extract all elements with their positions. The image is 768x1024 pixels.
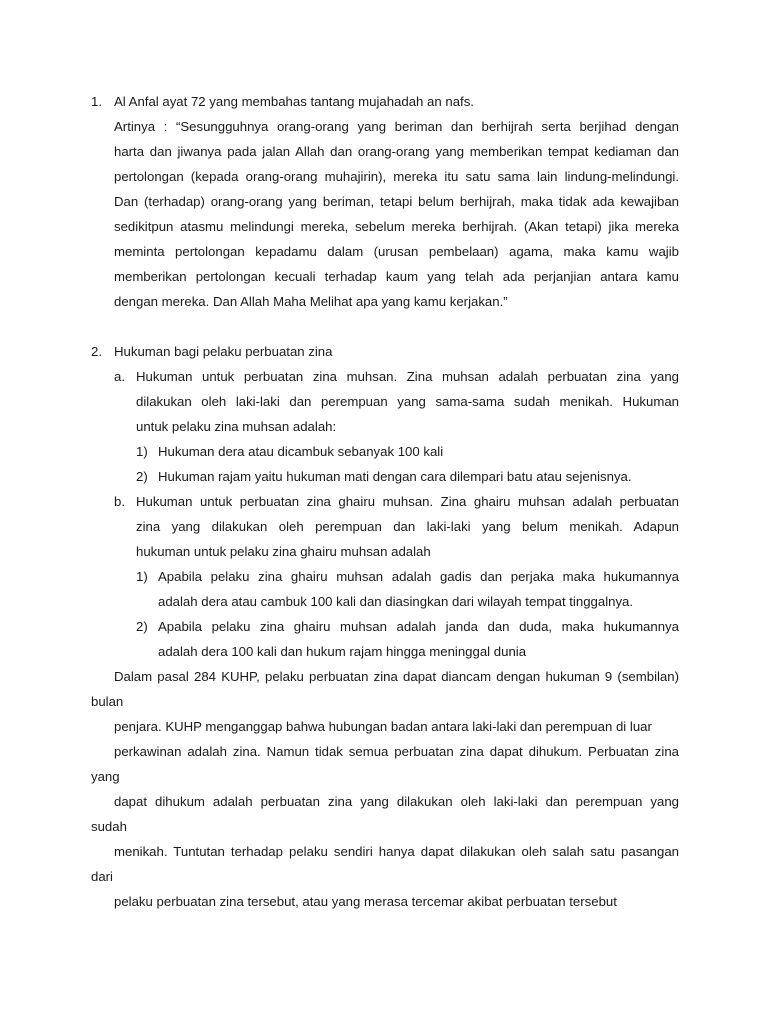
item2-b-line: Hukuman untuk perbuatan zina ghairu muhsan. Zina ghairu muhsan adalah perbuatan (136, 494, 679, 509)
kuhp-line: Dalam pasal 284 KUHP, pelaku perbuatan zina dapat diancam dengan hukuman 9 (sembilan) (114, 669, 679, 684)
item1-line: pertolongan (kepada orang-orang muhajirin), mereka itu satu sama lain lindung-melindungi. (114, 169, 679, 184)
item1-line: Artinya : “Sesungguhnya orang-orang yang beriman dan berhijrah serta berjihad dengan (114, 119, 679, 134)
item1-line: memberikan pertolongan kecuali terhadap kaum yang telah ada perjanjian antara kamu (114, 269, 679, 284)
item2-b-sub2-number: 2) (136, 619, 148, 634)
item2-a-line: untuk pelaku zina muhsan adalah: (136, 419, 337, 434)
item1-line: dengan mereka. Dan Allah Maha Melihat apa yang kamu kerjakan.” (114, 294, 508, 309)
item2-b-sub1-line: Apabila pelaku zina ghairu muhsan adalah gadis dan perjaka maka hukumannya (158, 569, 679, 584)
kuhp-line: sudah (91, 819, 127, 834)
item2-a-label: a. (114, 369, 125, 384)
kuhp-line: pelaku perbuatan zina tersebut, atau yang merasa tercemar akibat perbuatan tersebut (114, 894, 617, 909)
item1-title: Al Anfal ayat 72 yang membahas tantang mujahadah an nafs. (114, 94, 474, 109)
kuhp-line: penjara. KUHP menganggap bahwa hubungan badan antara laki-laki dan perempuan di luar (114, 719, 652, 734)
item1-line: harta dan jiwanya pada jalan Allah dan orang-orang yang memberikan tempat kediaman dan (114, 144, 679, 159)
item2-b-sub1-number: 1) (136, 569, 148, 584)
item2-title: Hukuman bagi pelaku perbuatan zina (114, 344, 333, 359)
kuhp-line: yang (91, 769, 120, 784)
item1-line: sedikitpun atasmu melindungi mereka, sebelum mereka berhijrah. (Akan tetapi) jika mereka (114, 219, 679, 234)
item1-line: meminta pertolongan kepadamu dalam (urusan pembelaan) agama, maka kamu wajib (114, 244, 679, 259)
kuhp-line: perkawinan adalah zina. Namun tidak semua perbuatan zina dapat dihukum. Perbuatan zina (114, 744, 679, 759)
item2-b-label: b. (114, 494, 125, 509)
kuhp-line: dapat dihukum adalah perbuatan zina yang dilakukan oleh laki-laki dan perempuan yang (114, 794, 679, 809)
kuhp-line: bulan (91, 694, 124, 709)
item2-b-line: hukuman untuk pelaku zina ghairu muhsan adalah (136, 544, 431, 559)
kuhp-line: dari (91, 869, 113, 884)
item2-a-line: Hukuman untuk perbuatan zina muhsan. Zina muhsan adalah perbuatan zina yang (136, 369, 679, 384)
item2-a-line: dilakukan oleh laki-laki dan perempuan yang sama-sama sudah menikah. Hukuman (136, 394, 679, 409)
item2-a-sub2-text: Hukuman rajam yaitu hukuman mati dengan cara dilempari batu atau sejenisnya. (158, 469, 632, 484)
item2-b-sub1-line: adalah dera atau cambuk 100 kali dan diasingkan dari wilayah tempat tinggalnya. (158, 594, 634, 609)
kuhp-line: menikah. Tuntutan terhadap pelaku sendiri hanya dapat dilakukan oleh salah satu pasangan (114, 844, 679, 859)
item2-b-line: zina yang dilakukan oleh perempuan dan laki-laki yang belum menikah. Adapun (136, 519, 679, 534)
item2-a-sub2-number: 2) (136, 469, 148, 484)
item2-a-sub1-number: 1) (136, 444, 148, 459)
item1-line: Dan (terhadap) orang-orang yang beriman, tetapi belum berhijrah, maka tidak ada kewajiban (114, 194, 679, 209)
item2-number: 2. (91, 344, 102, 359)
item2-b-sub2-line: Apabila pelaku zina ghairu muhsan adalah janda dan duda, maka hukumannya (158, 619, 679, 634)
item2-b-sub2-line: adalah dera 100 kali dan hukum rajam hingga meninggal dunia (158, 644, 527, 659)
item2-a-sub1-text: Hukuman dera atau dicambuk sebanyak 100 kali (158, 444, 444, 459)
item1-number: 1. (91, 94, 102, 109)
